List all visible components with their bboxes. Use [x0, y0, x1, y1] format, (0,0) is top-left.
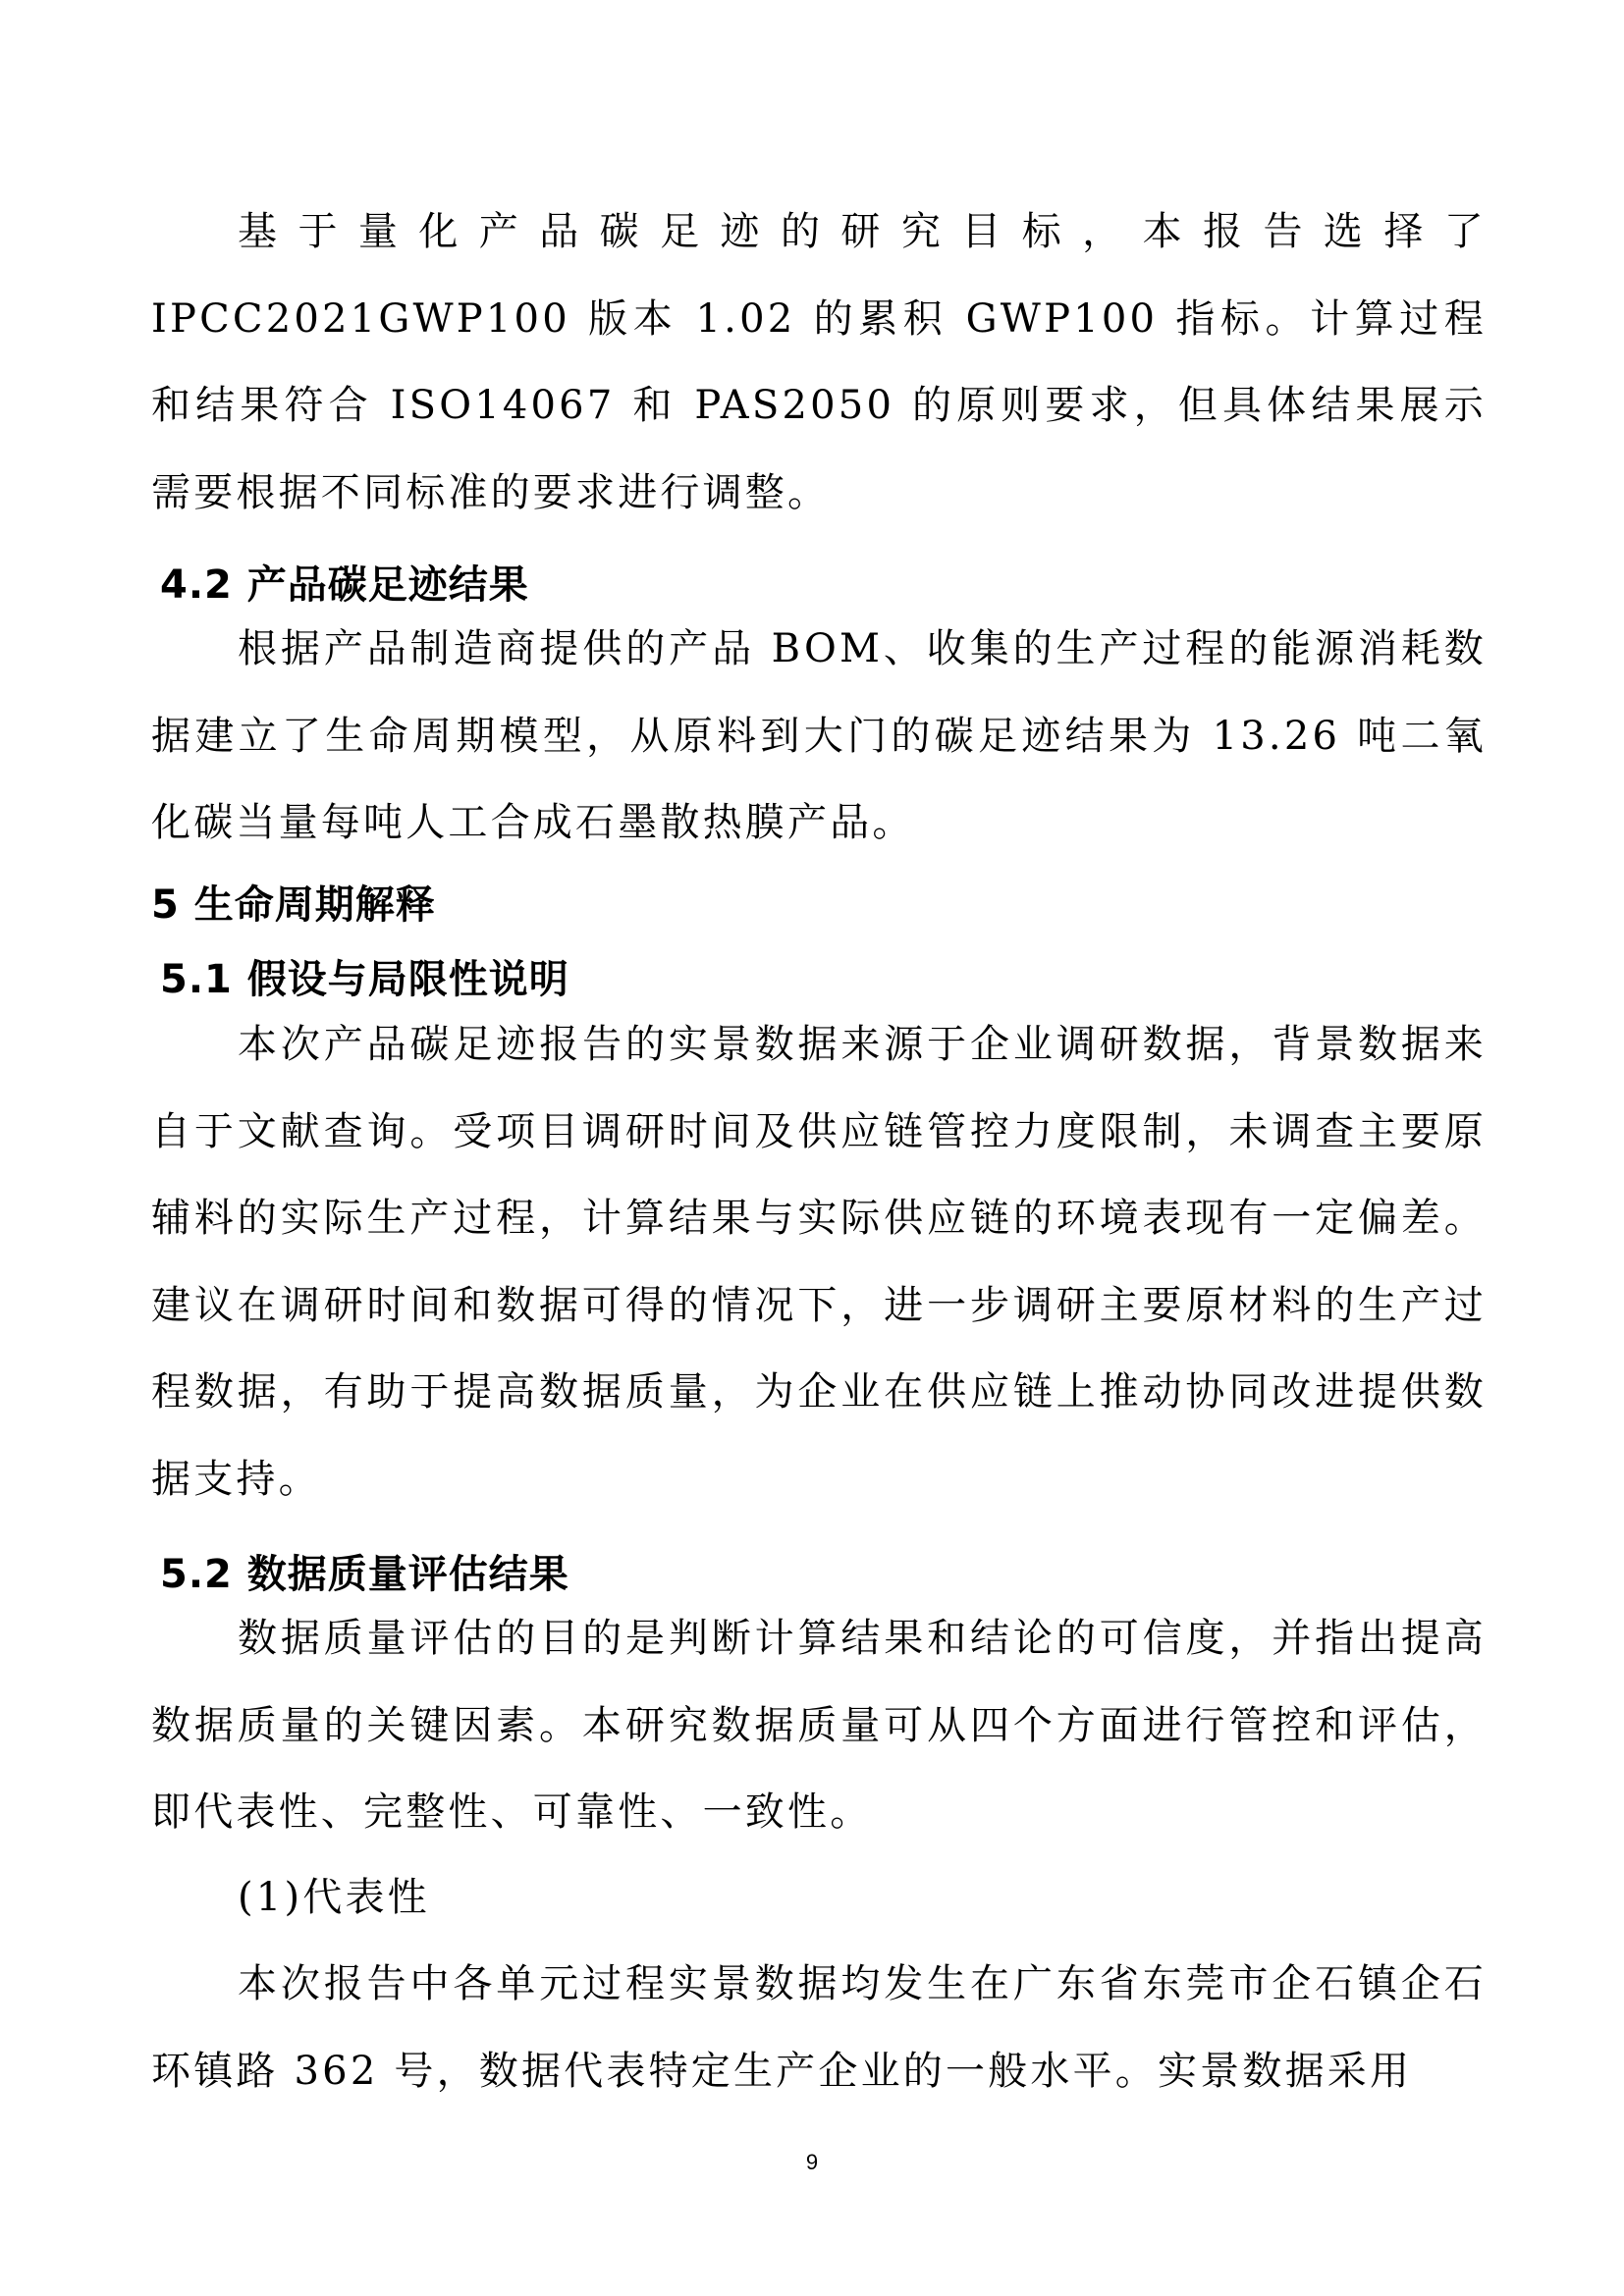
paragraph-representativeness: 本次报告中各单元过程实景数据均发生在广东省东莞市企石镇企石环镇路 362 号，数据代表特定生产企业的一般水平。实景数据采用 [151, 1961, 1487, 2094]
paragraph-gwp-indicator: 基于量化产品碳足迹的研究目标，本报告选择了 IPCC2021GWP100 版本 1.02 的累积 GWP100 指标。计算过程和结果符合 ISO14067 和 PAS2050 的原则要求，但具体结果展示需要根据不同标准的要求进行调整。 [151, 209, 1487, 515]
heading-4-2: 4.2 产品碳足迹结果 [160, 562, 529, 608]
paragraph-carbon-footprint-result: 根据产品制造商提供的产品 BOM、收集的生产过程的能源消耗数据建立了生命周期模型，从原料到大门的碳足迹结果为 13.26 吨二氧化碳当量每吨人工合成石墨散热膜产品。 [151, 626, 1487, 845]
paragraph-assumptions-limitations: 本次产品碳足迹报告的实景数据来源于企业调研数据，背景数据来自于文献查询。受项目调研时间及供应链管控力度限制，未调查主要原辅料的实际生产过程，计算结果与实际供应链的环境表现有一定偏差。建议在调研时间和数据可得的情况下，进一步调研主要原材料的生产过程数据，有助于提高数据质量，为企业在供应链上推动协同改进提供数据支持。 [151, 1022, 1487, 1502]
list-item-representativeness: (1)代表性 [238, 1875, 430, 1920]
paragraph-data-quality-intro: 数据质量评估的目的是判断计算结果和结论的可信度，并指出提高数据质量的关键因素。本研究数据质量可从四个方面进行管控和评估，即代表性、完整性、可靠性、一致性。 [151, 1616, 1487, 1835]
heading-5: 5 生命周期解释 [151, 882, 436, 928]
heading-5-1: 5.1 假设与局限性说明 [160, 957, 569, 1002]
heading-5-2: 5.2 数据质量评估结果 [160, 1552, 569, 1597]
page-number: 9 [805, 2150, 819, 2174]
